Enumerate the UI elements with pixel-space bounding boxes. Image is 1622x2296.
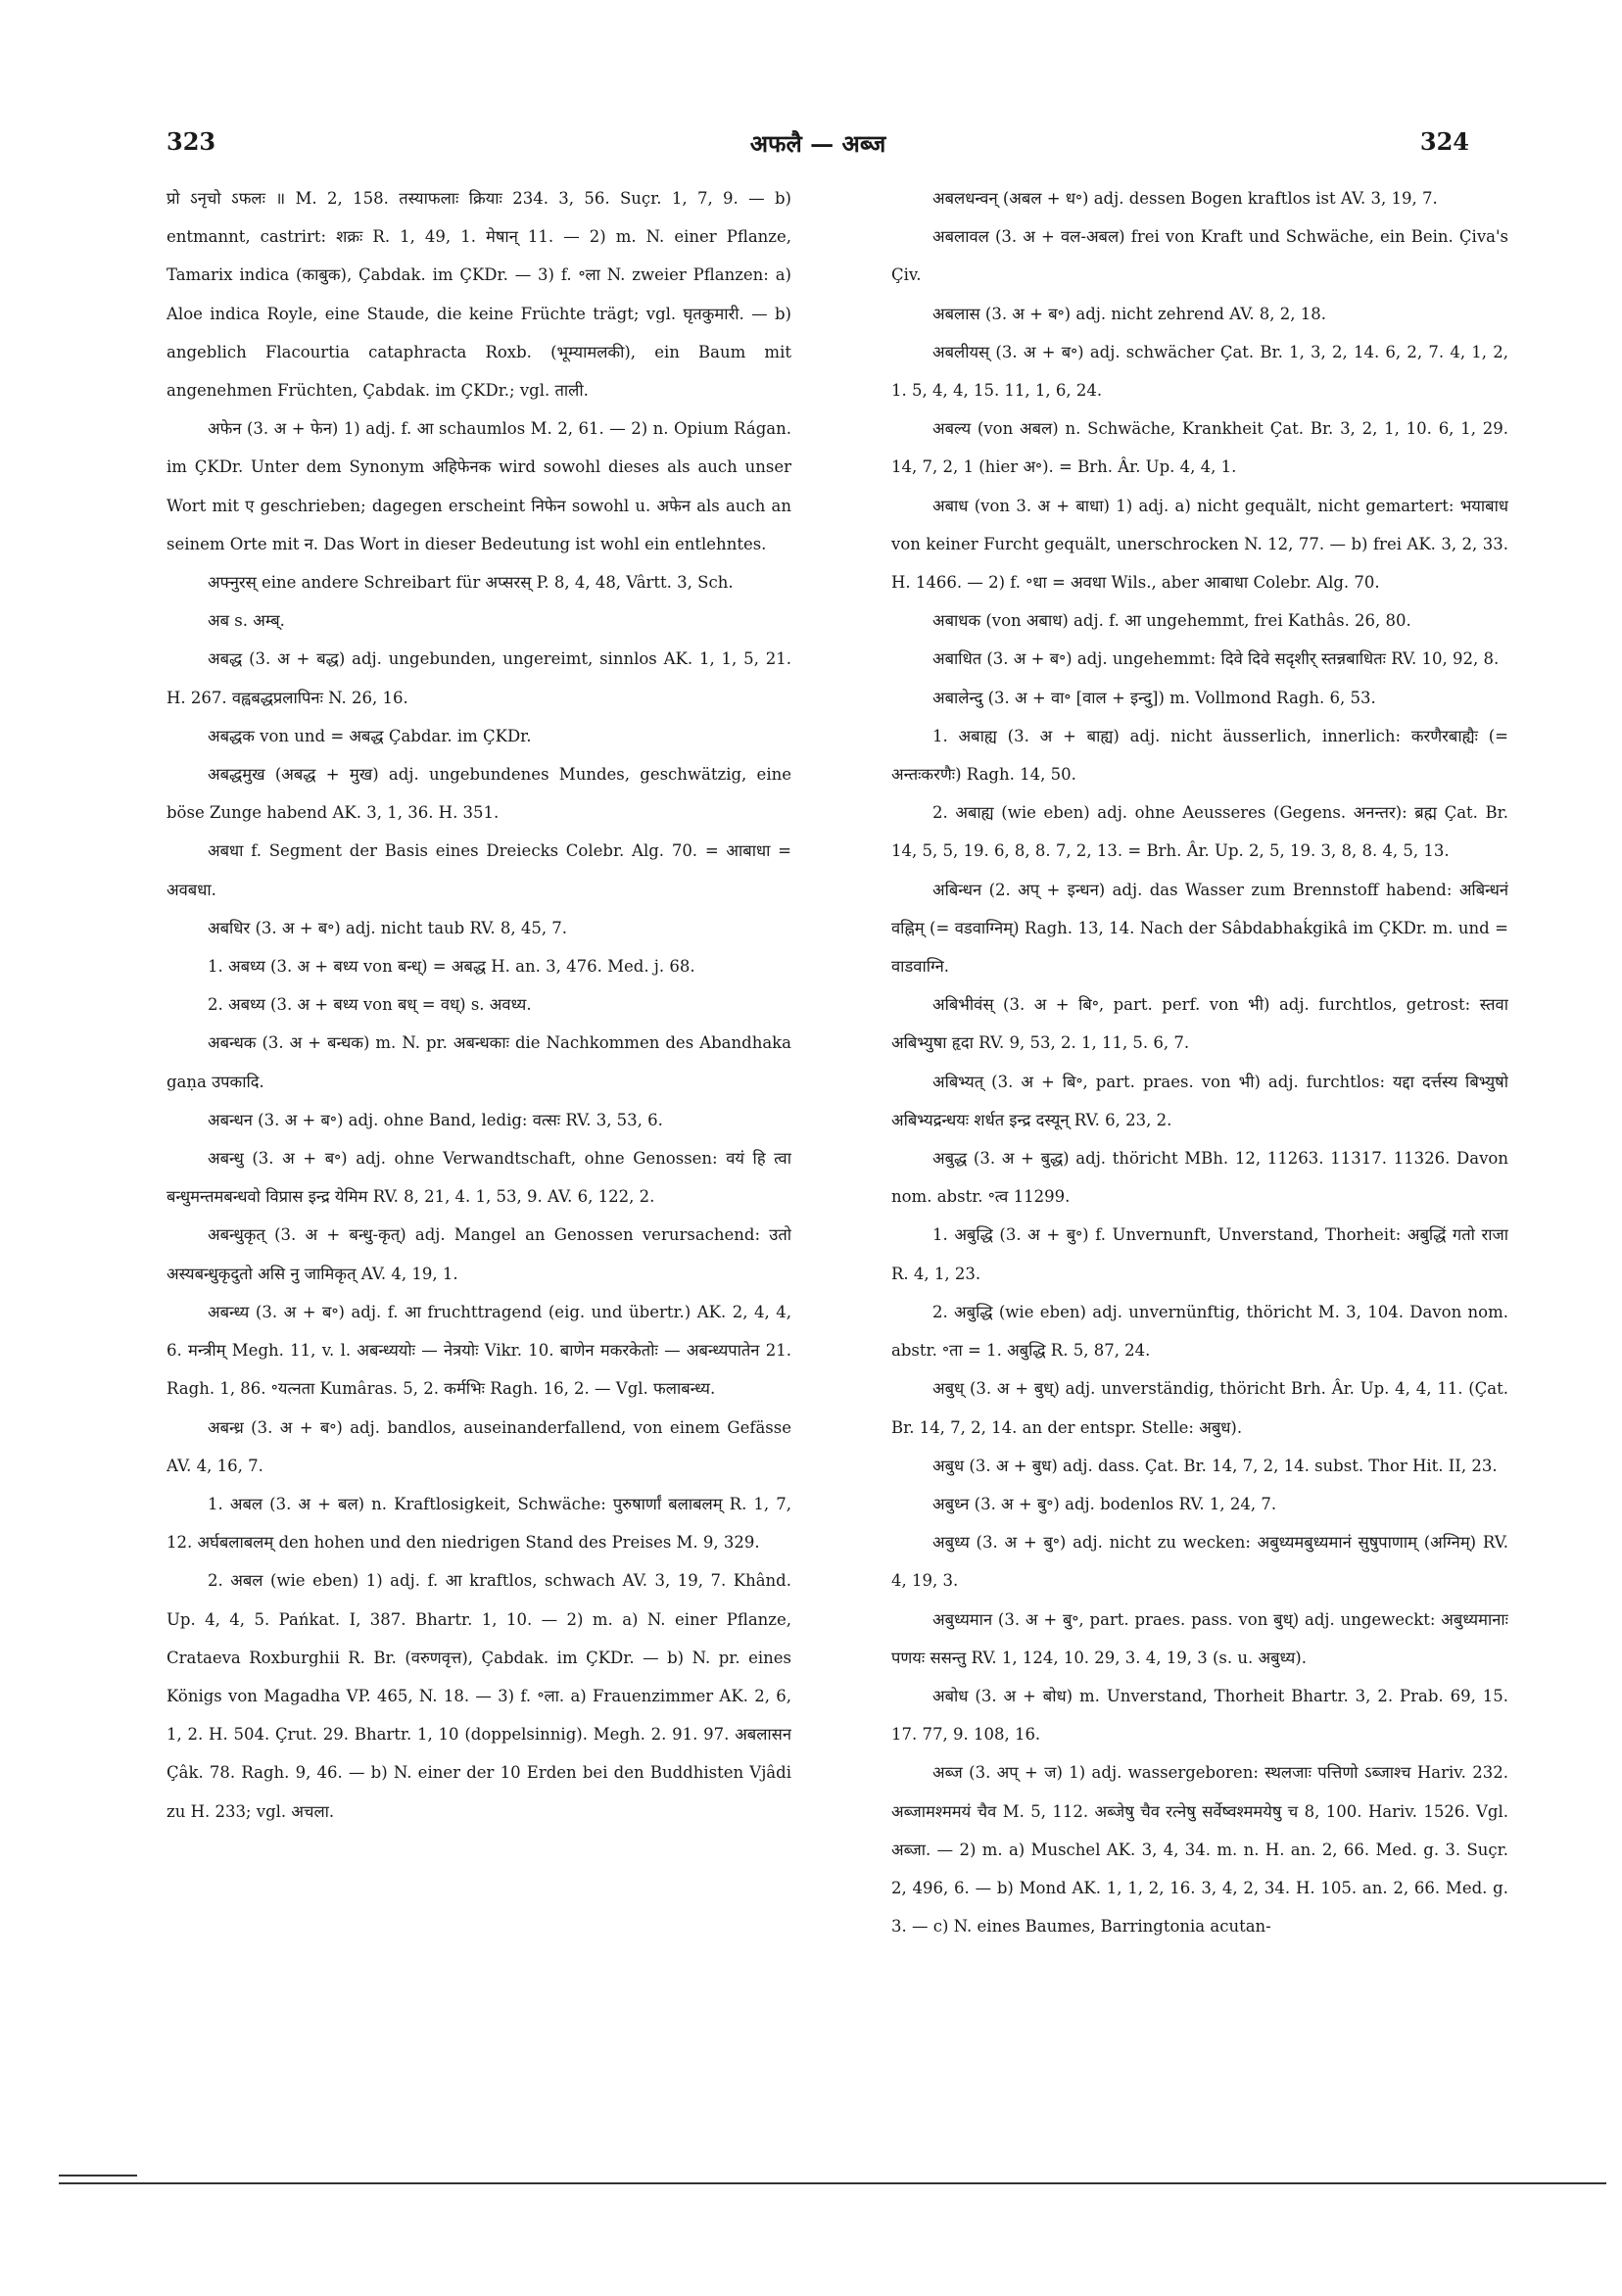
dictionary-entry: अबुध्यमान (3. अ + बु॰, part. praes. pass. von बुध्) adj. ungeweckt: अबुध्यमानाः पणयः ससन्तु RV. 1, 124, 10. 29, 3. 4, 19, 3 (s. u. अबुध्य). [891, 1609, 1508, 1667]
dictionary-entry: प्रो ऽनृचो ऽफलः ॥ M. 2, 158. तस्याफलाः क्रियाः 234. 3, 56. Suçr. 1, 7, 9. — b) entmannt, castrirt: शक्रः R. 1, 49, 1. मेषान् 11. — 2) m. N. einer Pflanze, Tamarix indica (काबुक), Çabdak. im ÇKDr. — 3) f. ॰ला N. zweier Pflanzen: a) Aloe indica Royle, eine Staude, die keine Früchte trägt; vgl. घृतकुमारी. — b) angeblich Flacourtia cataphracta Roxb. (भूम्यामलकी), ein Baum mit angenehmen Früchten, Çabdak. im ÇKDr.; vgl. ताली. [167, 189, 791, 401]
dictionary-entry: अबधिर (3. अ + ब॰) adj. nicht taub RV. 8, 45, 7. [208, 918, 568, 937]
dictionary-entry: अबिभीवंस् (3. अ + बि॰, part. perf. von भी) adj. furchtlos, getrost: स्तवा अबिभ्युषा हृदा RV. 9, 53, 2. 1, 11, 5. 6, 7. [891, 995, 1508, 1053]
dictionary-entry: अबुध्न (3. अ + बु॰) adj. bodenlos RV. 1, 24, 7. [932, 1494, 1277, 1513]
dictionary-entry: 1. अबुद्धि (3. अ + बु॰) f. Unvernunft, Unverstand, Thorheit: अबुद्धिं गतो राजा R. 4, 1, 23. [891, 1225, 1508, 1283]
dictionary-entry: अबिन्धन (2. अप् + इन्धन) adj. das Wasser zum Brennstoff habend: अबिन्धनं वह्निम् (= वडवाग्निम्) Ragh. 13, 14. Nach der Sâbdabhaḱgikâ im ÇKDr. m. und = वाडवाग्नि. [891, 880, 1508, 977]
dictionary-entry: अफेन (3. अ + फेन) 1) adj. f. आ schaumlos M. 2, 61. — 2) n. Opium Rágan. im ÇKDr. Unter dem Synonym अहिफेनक wird sowohl dieses als auch unser Wort mit ए geschrieben; dagegen erscheint निफेन sowohl u. अफेन als auch an seinem Orte mit न. Das Wort in dieser Bedeutung ist wohl ein entlehntes. [167, 419, 791, 553]
dictionary-entry: अफ्नुरस् eine andere Schreibart für अप्सरस् P. 8, 4, 48, Vârtt. 3, Sch. [208, 573, 734, 593]
dictionary-entry: अबिभ्यत् (3. अ + बि॰, part. praes. von भी) adj. furchtlos: यद्दा दर्त्तस्य बिभ्युषो अबिभ्यद्रन्धयः शर्धत इन्द्र दस्यून् RV. 6, 23, 2. [891, 1072, 1508, 1129]
dictionary-entry: 2. अबल (wie eben) 1) adj. f. आ kraftlos, schwach AV. 3, 19, 7. Khând. Up. 4, 4, 5. Pańkat. I, 387. Bhartr. 1, 10. — 2) m. a) N. einer Pflanze, Crataeva Roxburghii R. Br. (वरुणवृत्त), Çabdak. im ÇKDr. — b) N. pr. eines Königs von Magadha VP. 465, N. 18. — 3) f. ॰ला. a) Frauenzimmer AK. 2, 6, 1, 2. H. 504. Çrut. 29. Bhartr. 1, 10 (doppelsinnig). Megh. 2. 91. 97. अबलासन Çâk. 78. Ragh. 9, 46. — b) N. einer der 10 Erden bei den Buddhisten Vjâdi zu H. 233; vgl. अचला. [167, 1571, 791, 1821]
dictionary-entry: अबन्धक (3. अ + बन्धक) m. N. pr. अबन्धकाः die Nachkommen des Abandhaka gaṇa उपकादि. [167, 1033, 791, 1091]
dictionary-entry: अबन्धन (3. अ + ब॰) adj. ohne Band, ledig: वत्सः RV. 3, 53, 6. [208, 1110, 663, 1129]
dictionary-entry: अबाध (von 3. अ + बाधा) 1) adj. a) nicht gequält, nicht gemartert: भयाबाध von keiner Furcht gequält, unerschrocken N. 12, 77. — b) frei AK. 3, 2, 33. H. 1466. — 2) f. ॰धा = अवधा Wils., aber आबाधा Colebr. Alg. 70. [891, 496, 1508, 593]
dictionary-entry: अबन्ध्य (3. अ + ब॰) adj. f. आ fruchttragend (eig. und übertr.) AK. 2, 4, 4, 6. मन्त्रीम् Megh. 11, v. l. अबन्ध्ययोः — नेत्रयोः Vikr. 10. बाणेन मकरकेतोः — अबन्ध्यपातेन 21. Ragh. 1, 86. ॰यत्नता Kumâras. 5, 2. कर्मभिः Ragh. 16, 2. — Vgl. फलाबन्ध्य. [167, 1302, 791, 1399]
dictionary-entry: अबुध् (3. अ + बुध्) adj. unverständig, thöricht Brh. Âr. Up. 4, 4, 11. (Çat. Br. 14, 7, 2, 14. an der entspr. Stelle: अबुध). [891, 1379, 1508, 1437]
dictionary-entry: अब्ज (3. अप् + ज) 1) adj. wassergeboren: स्थलजाः पत्तिणो ऽब्जाश्च Hariv. 232. अब्जामश्ममयं चैव M. 5, 112. अब्जेषु चैव रत्नेषु सर्वेष्वश्ममयेषु च 8, 100. Hariv. 1526. Vgl. अब्जा. — 2) m. a) Muschel AK. 3, 4, 34. m. n. H. an. 2, 66. Med. g. 3. Suçr. 2, 496, 6. — b) Mond AK. 1, 1, 2, 16. 3, 4, 2, 34. H. 105. an. 2, 66. Med. g. 3. — c) N. eines Baumes, Barringtonia acutan- [891, 1763, 1508, 1937]
dictionary-entry: अबोध (3. अ + बोध) m. Unverstand, Thorheit Bhartr. 3, 2. Prab. 69, 15. 17. 77, 9. 108, 16. [891, 1686, 1508, 1745]
running-headwords: अफलै — अब्ज [749, 129, 886, 158]
dictionary-entry: अबलधन्वन् (अबल + ध॰) adj. dessen Bogen kraftlos ist AV. 3, 19, 7. [932, 189, 1438, 208]
dictionary-entry: अबद्ध (3. अ + बद्ध) adj. ungebunden, ungereimt, sinnlos AK. 1, 1, 5, 21. H. 267. वह्वबद्धप्रलापिनः N. 26, 16. [167, 649, 791, 707]
footer-mark [59, 2175, 137, 2176]
dictionary-entry: 2. अबाह्य (wie eben) adj. ohne Aeusseres (Gegens. अनन्तर): ब्रह्म Çat. Br. 14, 5, 5, 19. 6, 8, 8. 7, 2, 13. = Brh. Âr. Up. 2, 5, 19. 3, 8, 8. 4, 5, 13. [891, 803, 1508, 861]
dictionary-entry: अबन्ध्र (3. अ + ब॰) adj. bandlos, auseinanderfallend, von einem Gefässe AV. 4, 16, 7. [167, 1417, 791, 1475]
dictionary-entry: 1. अबल (3. अ + बल) n. Kraftlosigkeit, Schwäche: पुरुषार्णां बलाबलम् R. 1, 7, 12. अर्घबलाबलम् den hohen und den niedrigen Stand des Preises M. 9, 329. [167, 1494, 791, 1553]
dictionary-entry: अबद्धमुख (अबद्ध + मुख) adj. ungebundenes Mundes, geschwätzig, eine böse Zunge habend AK. 3, 1, 36. H. 351. [167, 765, 791, 823]
dictionary-entry: अबन्धुकृत् (3. अ + बन्धु-कृत्) adj. Mangel an Genossen verursachend: उतो अस्यबन्धुकृदुतो असि नु जामिकृत् AV. 4, 19, 1. [167, 1225, 791, 1283]
dictionary-entry: अबलीयस् (3. अ + ब॰) adj. schwächer Çat. Br. 1, 3, 2, 14. 6, 2, 7. 4, 1, 2, 1. 5, 4, 4, 15. 11, 1, 6, 24. [891, 342, 1508, 401]
dictionary-entry: अबन्धु (3. अ + ब॰) adj. ohne Verwandtschaft, ohne Genossen: वयं हि त्वा बन्धुमन्तमबन्धवो विप्रास इन्द्र येमिम RV. 8, 21, 4. 1, 53, 9. AV. 6, 122, 2. [167, 1149, 791, 1207]
dictionary-entry: अबुद्ध (3. अ + बुद्ध) adj. thöricht MBh. 12, 11263. 11317. 11326. Davon nom. abstr. ॰त्व 11299. [891, 1149, 1508, 1207]
dictionary-entry: 1. अबाह्य (3. अ + बाह्य) adj. nicht äusserlich, innerlich: करणैरबाह्यैः (= अन्तःकरणैः) Ragh. 14, 50. [891, 726, 1508, 785]
dictionary-entry: 2. अबध्य (3. अ + बध्य von बध् = वध्) s. अवध्य. [208, 995, 532, 1015]
dictionary-entry: अबालेन्दु (3. अ + वा॰ [वाल + इन्दु]) m. Vollmond Ragh. 6, 53. [932, 688, 1376, 707]
dictionary-entry: अबाधक (von अबाध) adj. f. आ ungehemmt, frei Kathâs. 26, 80. [932, 611, 1411, 631]
dictionary-entry: 1. अबध्य (3. अ + बध्य von बन्ध्) = अबद्ध H. an. 3, 476. Med. j. 68. [208, 957, 695, 977]
left-column [167, 179, 791, 1991]
dictionary-entry: अबद्धक von und = अबद्ध Çabdar. im ÇKDr. [208, 726, 532, 745]
dictionary-entry: अब s. अम्ब्. [208, 611, 285, 631]
dictionary-entry: अबलास (3. अ + ब॰) adj. nicht zehrend AV. 8, 2, 18. [932, 304, 1327, 323]
dictionary-entry: अबलावल (3. अ + वल-अबल) frei von Kraft und Schwäche, ein Bein. Çiva's Çiv. [891, 227, 1508, 285]
dictionary-entry: अबल्य (von अबल) n. Schwäche, Krankheit Çat. Br. 3, 2, 1, 10. 6, 1, 29. 14, 7, 2, 1 (hier अ॰). = Brh. Âr. Up. 4, 4, 1. [891, 419, 1508, 477]
page-number-left: 323 [167, 127, 216, 156]
dictionary-entry: 2. अबुद्धि (wie eben) adj. unvernünftig, thöricht M. 3, 104. Davon nom. abstr. ॰ता = 1. अबुद्धि R. 5, 87, 24. [891, 1302, 1508, 1361]
page-number-right: 324 [1419, 127, 1469, 156]
dictionary-entry: अबुध (3. अ + बुध) adj. dass. Çat. Br. 14, 7, 2, 14. subst. Thor Hit. II, 23. [932, 1456, 1498, 1475]
dictionary-entry: अबधा f. Segment der Basis eines Dreiecks Colebr. Alg. 70. = आबाधा = अवबधा. [167, 841, 791, 899]
dictionary-entry: अबुध्य (3. अ + बु॰) adj. nicht zu wecken: अबुध्यमबुध्यमानं सुषुपाणाम् (अग्निम्) RV. 4, 19, 3. [891, 1533, 1508, 1591]
dictionary-entry: अबाधित (3. अ + ब॰) adj. ungehemmt: दिवे दिवे सदृशीर् स्तन्नबाधितः RV. 10, 92, 8. [932, 649, 1500, 669]
footer-rule [59, 2182, 1606, 2184]
page-header [167, 127, 1469, 167]
right-column [891, 179, 1508, 1991]
